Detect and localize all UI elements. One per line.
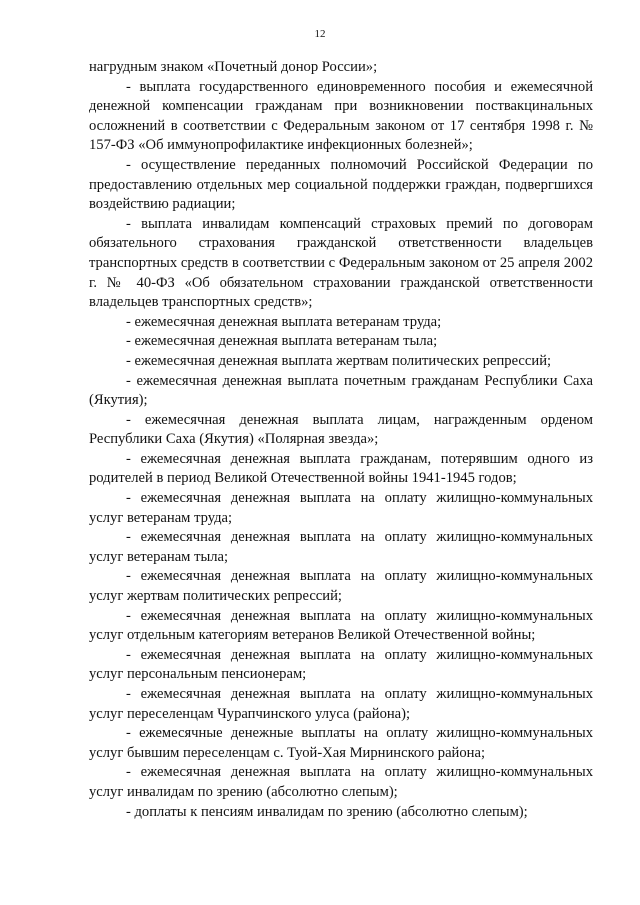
list-item: - ежемесячная денежная выплата на оплату жилищно-коммунальных услуг ветеранам труда;: [89, 490, 593, 526]
list-item: - ежемесячная денежная выплата на оплату жилищно-коммунальных услуг жертвам политических репрессий;: [89, 568, 593, 605]
page-number: 12: [314, 28, 326, 40]
list-item: - ежемесячные денежные выплаты на оплату жилищно-коммунальных услуг бывшим переселенцам с. Туой-Хая Мирнинского района;: [89, 725, 593, 761]
list-item: - выплата инвалидам компенсаций страховых премий по договорам обязательного страхования гражданской ответственности владельцев транспортных средств в соответствии с Федеральным законом от 25 апреля 2002 г. № 40-ФЗ «Об обязательном страховании гражданской ответственности владельцев транспортных средств»;: [89, 215, 593, 311]
document-body: [89, 58, 593, 822]
list-item: - ежемесячная денежная выплата на оплату жилищно-коммунальных услуг отдельным категориям ветеранов Великой Отечественной войны;: [89, 607, 593, 644]
list-item: - ежемесячная денежная выплата лицам, награжденным орденом Республики Саха (Якутия) «Полярная звезда»;: [89, 411, 593, 448]
list-item: - ежемесячная денежная выплата на оплату жилищно-коммунальных услуг инвалидам по зрению (абсолютно слепым);: [89, 764, 593, 800]
list-item: - ежемесячная денежная выплата ветеранам труда;: [126, 313, 442, 330]
list-item: - ежемесячная денежная выплата гражданам, потерявшим одного из родителей в период Великой Отечественной войны 1941-1945 годов;: [89, 450, 593, 487]
list-item: - выплата государственного единовременного пособия и ежемесячной денежной компенсации гражданам при возникновении поствакцинальных осложнений в соответствии с Федеральным законом от 17 сентября 1998 г. № 157-ФЗ «Об иммунопрофилактике инфекционных болезней»;: [89, 78, 593, 154]
list-item: - ежемесячная денежная выплата на оплату жилищно-коммунальных услуг переселенцам Чурапчинского улуса (района);: [89, 686, 593, 722]
paragraph-continuation: нагрудным знаком «Почетный донор России»;: [89, 59, 378, 75]
list-item: - ежемесячная денежная выплата ветеранам тыла;: [126, 333, 438, 350]
list-item: - ежемесячная денежная выплата почетным гражданам Республики Саха (Якутия);: [89, 372, 593, 409]
list-item: - ежемесячная денежная выплата на оплату жилищно-коммунальных услуг персональным пенсионерам;: [89, 646, 593, 683]
list-item: - доплаты к пенсиям инвалидам по зрению (абсолютно слепым);: [126, 803, 528, 820]
list-item: - ежемесячная денежная выплата на оплату жилищно-коммунальных услуг ветеранам тыла;: [89, 529, 593, 565]
list-item: - ежемесячная денежная выплата жертвам политических репрессий;: [126, 352, 552, 369]
list-item: - осуществление переданных полномочий Российской Федерации по предоставлению отдельных мер социальной поддержки граждан, подвергшихся воздействию радиации;: [89, 156, 593, 213]
